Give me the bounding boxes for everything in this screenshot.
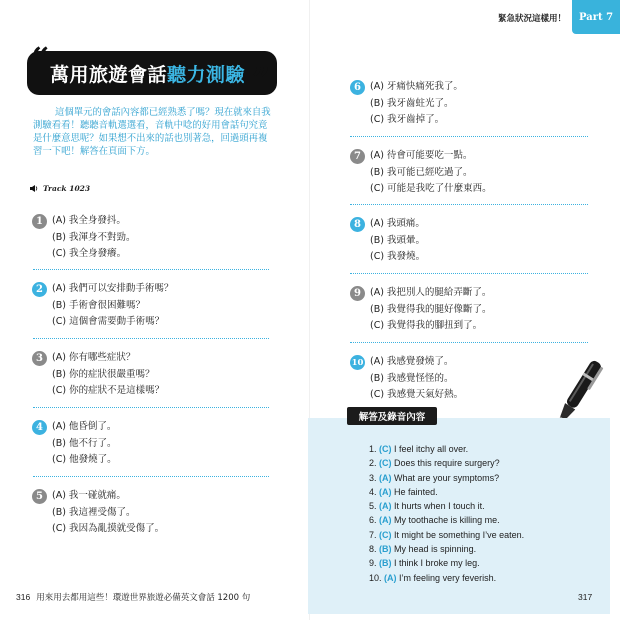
question-number-badge: 7: [350, 149, 365, 164]
option-a[interactable]: (A) 我們可以安排動手術嗎？: [52, 283, 174, 294]
option-c[interactable]: (C) 你的症狀不是這樣嗎？: [52, 385, 165, 396]
title-prefix: 萬用旅遊會話: [50, 64, 168, 86]
question-number-badge: 3: [32, 351, 47, 366]
option-c[interactable]: (C) 可能是我吃了什麼東西。: [370, 183, 492, 194]
book-title: 用來用去都用這些！環遊世界旅遊必備英文會話 1200 句: [36, 593, 251, 603]
option-b[interactable]: (B) 我牙齒蛀光了。: [370, 97, 454, 109]
option-c[interactable]: (C) 我發燒。: [370, 251, 426, 262]
part-tab: Part 7: [572, 0, 620, 34]
divider: [33, 338, 269, 339]
answer-item: 8. (B) My head is spinning.: [369, 544, 477, 555]
question-number-badge: 1: [32, 214, 47, 229]
speaker-icon: [30, 185, 38, 192]
question-number-badge: 2: [32, 282, 47, 297]
page-number-right: 317: [578, 592, 593, 602]
answer-panel-label: 解答及錄音內容: [347, 407, 437, 425]
answer-list: [369, 442, 524, 585]
track-label: Track 1023: [43, 184, 91, 193]
answer-item: 10. (A) I’m feeling very feverish.: [369, 572, 497, 583]
answer-item: 6. (A) My toothache is killing me.: [369, 515, 500, 526]
question-number-badge: 5: [32, 489, 47, 504]
option-b[interactable]: (B) 我覺得我的腿好像斷了。: [370, 303, 492, 315]
answer-item: 3. (A) What are your symptoms?: [369, 472, 500, 483]
quote-open-mark: “: [31, 40, 50, 78]
footer-left: [16, 591, 250, 603]
divider: [350, 136, 588, 137]
question-number-badge: 10: [350, 355, 365, 370]
question-number-badge: 4: [32, 420, 47, 435]
option-c[interactable]: (C) 這個會需要動手術嗎？: [52, 316, 165, 327]
divider: [33, 269, 269, 270]
question-number-badge: 6: [350, 80, 365, 95]
page-number-left: 316: [16, 592, 31, 602]
divider: [350, 273, 588, 274]
option-a[interactable]: (A) 我感覺發燒了。: [370, 356, 454, 367]
audio-track[interactable]: [30, 184, 90, 193]
option-a[interactable]: (A) 我一碰就痛。: [52, 490, 126, 501]
option-b[interactable]: (B) 我頭暈。: [370, 234, 425, 246]
option-b[interactable]: (B) 我渾身不對勁。: [52, 231, 136, 243]
option-c[interactable]: (C) 我全身發癢。: [52, 248, 127, 259]
option-a[interactable]: (A) 我頭痛。: [370, 218, 425, 229]
option-a[interactable]: (A) 你有哪些症狀？: [52, 352, 136, 363]
option-a[interactable]: (A) 我把別人的腿給弄斷了。: [370, 287, 492, 298]
intro-paragraph: 這個單元的會話內容都已經熟悉了嗎？現在就來自我測驗看看！聽聽音軌選選看，音軌中唸的好用會話句究竟是什麼意思呢？如果想不出來的話也別著急，回過頭再複習一下吧！解答在頁面下方。: [33, 107, 271, 157]
divider: [33, 476, 269, 477]
option-b[interactable]: (B) 他不行了。: [52, 437, 117, 449]
quote-close-mark: ”: [252, 60, 271, 98]
option-b[interactable]: (B) 你的症狀很嚴重嗎？: [52, 368, 155, 380]
answer-item: 9. (B) I think I broke my leg.: [369, 558, 480, 569]
answer-item: 2. (C) Does this require surgery?: [369, 458, 500, 469]
option-b[interactable]: (B) 我感覺怪怪的。: [370, 372, 454, 384]
page-title: [50, 60, 245, 87]
option-c[interactable]: (C) 他發燒了。: [52, 454, 117, 465]
divider: [33, 407, 269, 408]
option-a[interactable]: (A) 我全身發抖。: [52, 215, 126, 226]
answer-item: 1. (C) I feel itchy all over.: [369, 444, 469, 454]
option-a[interactable]: (A) 牙痛快痛死我了。: [370, 81, 463, 92]
option-b[interactable]: (B) 手術會很困難嗎？: [52, 299, 145, 311]
option-c[interactable]: (C) 我覺得我的腳扭到了。: [370, 320, 483, 331]
option-c[interactable]: (C) 我感覺天氣好熱。: [370, 389, 464, 400]
option-a[interactable]: (A) 待會可能要吃一點。: [370, 150, 473, 161]
answer-item: 7. (C) It might be something I’ve eaten.: [369, 529, 525, 540]
question-number-badge: 8: [350, 217, 365, 232]
option-c[interactable]: (C) 我因為亂摸就受傷了。: [52, 523, 165, 534]
option-b[interactable]: (B) 我這裡受傷了。: [52, 506, 136, 518]
title-highlight: 聽力測驗: [167, 64, 246, 86]
answer-item: 5. (A) It hurts when I touch it.: [369, 501, 485, 512]
option-b[interactable]: (B) 我可能已經吃過了。: [370, 166, 473, 178]
option-a[interactable]: (A) 他昏倒了。: [52, 421, 117, 432]
option-c[interactable]: (C) 我牙齒掉了。: [370, 114, 445, 125]
answer-item: 4. (A) He fainted.: [369, 486, 438, 497]
divider: [350, 342, 588, 343]
divider: [350, 204, 588, 205]
question-number-badge: 9: [350, 286, 365, 301]
section-title: 緊急狀況這樣用！: [497, 14, 566, 24]
